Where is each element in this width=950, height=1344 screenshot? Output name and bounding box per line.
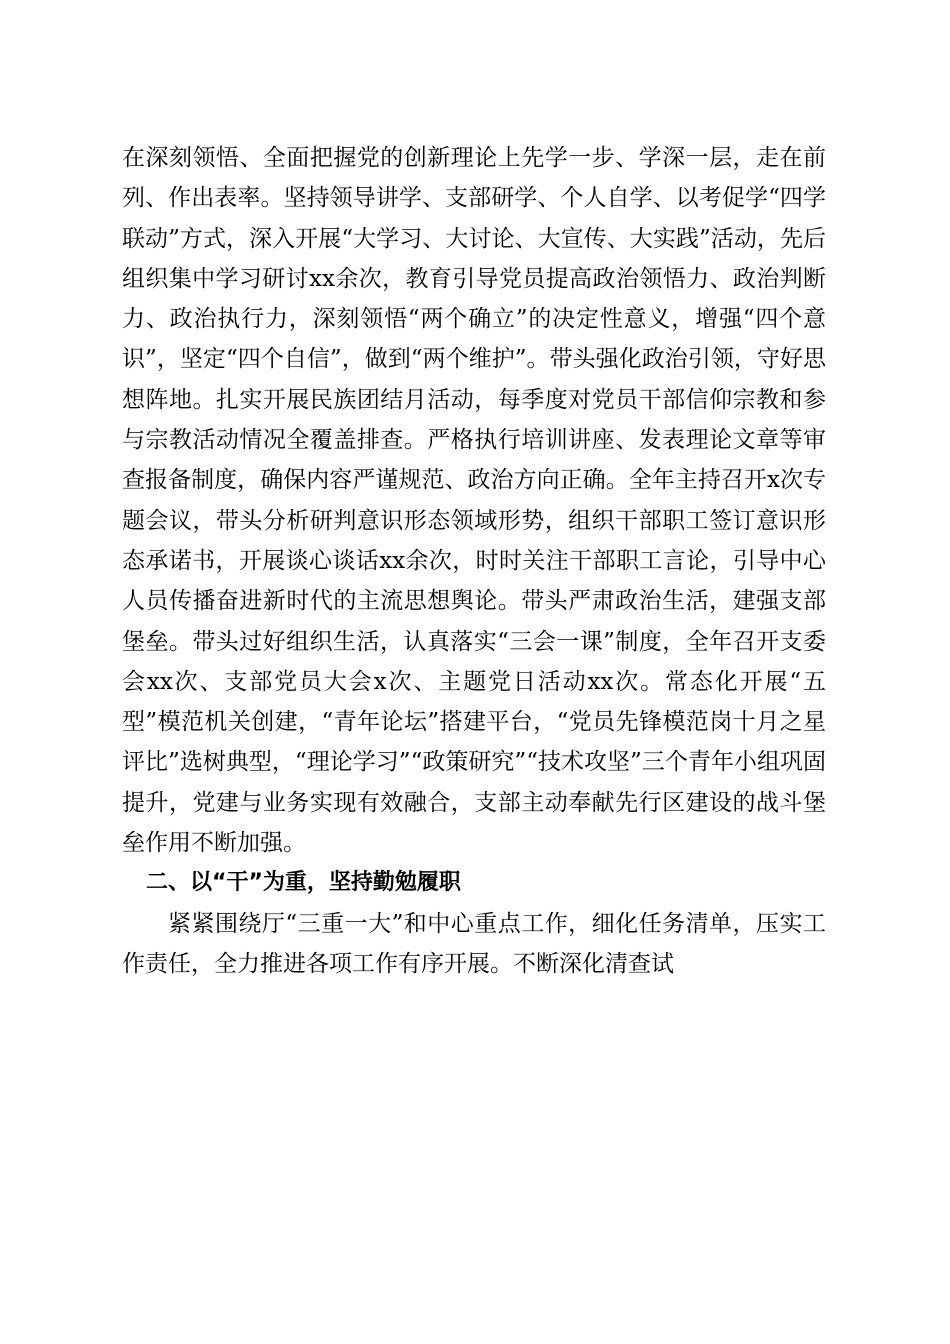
- document-body: [122, 138, 826, 984]
- body-paragraph-continued: 紧紧围绕厅“三重一大”和中心重点工作，细化任务清单，压实工作责任，全力推进各项工作有序开展。不断深化清查试: [122, 910, 826, 977]
- section-heading: 二、以“干”为重，坚持勤勉履职: [146, 870, 461, 896]
- body-paragraph: 在深刻领悟、全面把握党的创新理论上先学一步、学深一层，走在前列、作出表率。坚持领导讲学、支部研学、个人自学、以考促学“四学联动”方式，深入开展“大学习、大讨论、大宣传、大实践”活动，先后组织集中学习研讨xx余次，教育引导党员提高政治领悟力、政治判断力、政治执行力，深刻领悟“两个确立”的决定性意义，增强“四个意识”，坚定“四个自信”，做到“两个维护”。带头强化政治引领，守好思想阵地。扎实开展民族团结月活动，每季度对党员干部信仰宗教和参与宗教活动情况全覆盖排查。严格执行培训讲座、发表理论文章等审查报备制度，确保内容严谨规范、政治方向正确。全年主持召开x次专题会议，带头分析研判意识形态领域形势，组织干部职工签订意识形态承诺书，开展谈心谈话xx余次，时时关注干部职工言论，引导中心人员传播奋进新时代的主流思想舆论。带头严肃政治生活，建强支部堡垒。带头过好组织生活，认真落实“三会一课”制度，全年召开支委会xx次、支部党员大会x次、主题党日活动xx次。常态化开展“五型”模范机关创建，“青年论坛”搭建平台，“党员先锋模范岗十月之星评比”选树典型，“理论学习”“政策研究”“技术攻坚”三个青年小组巩固提升，党建与业务实现有效融合，支部主动奉献先行区建设的战斗堡垒作用不断加强。: [122, 145, 826, 857]
